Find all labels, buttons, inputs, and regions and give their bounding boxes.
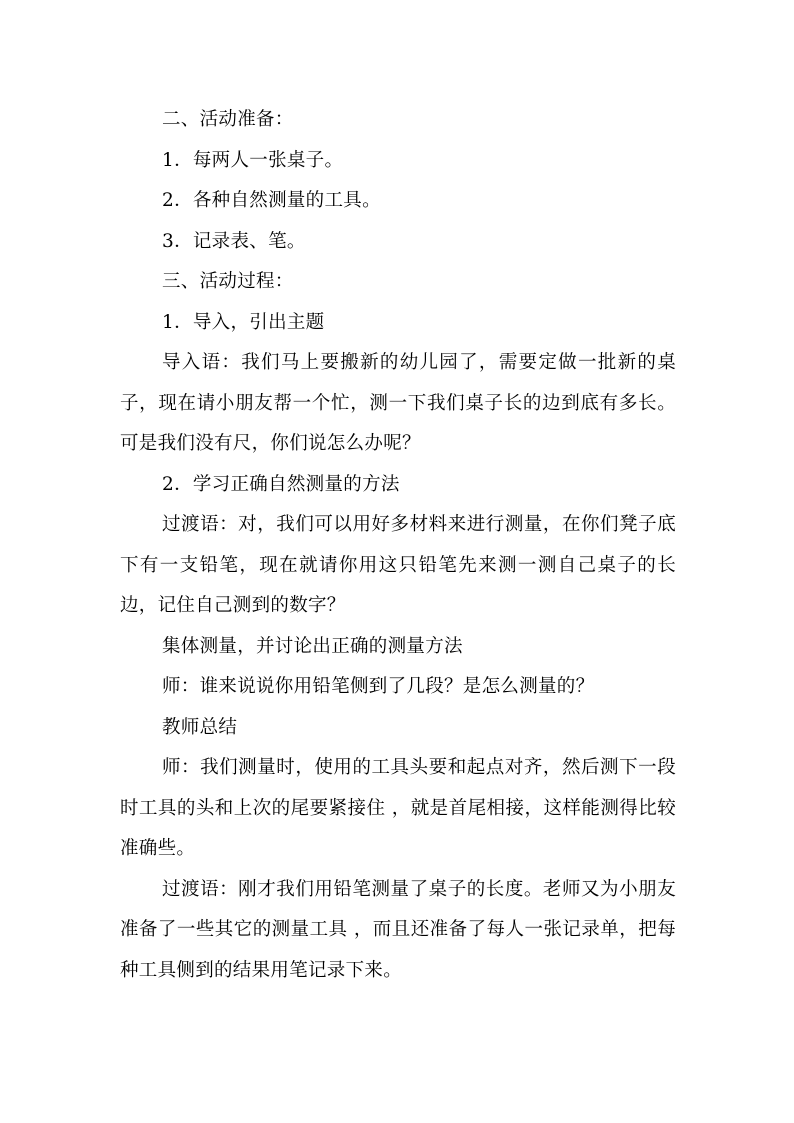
- list-item-record-sheet: 3．记录表、笔。: [162, 230, 306, 252]
- paragraph-transition-tools: 过渡语：刚才我们用铅笔测量了桌子的长度。老师又为小朋友准备了一些其它的测量工具 ，而且还准备了每人一张记录单，把每种工具侧到的结果用笔记录下来。: [120, 878, 676, 981]
- paragraph-transition-pencil: 过渡语：对，我们可以用好多材料来进行测量，在你们凳子底下有一支铅笔，现在就请你用这只铅笔先来测一测自己桌子的长边，记住自己测到的数字？: [120, 514, 676, 616]
- list-item-tools: 2．各种自然测量的工具。: [162, 190, 381, 211]
- step-learn-measurement: 2．学习正确自然测量的方法: [162, 473, 400, 495]
- paragraph-group-measure: 集体测量，并讨论出正确的测量方法: [162, 635, 463, 657]
- paragraph-teacher-question: 师：谁来说说你用铅笔侧到了几段？是怎么测量的？: [162, 676, 595, 697]
- heading-activity-process: 三、活动过程：: [162, 271, 294, 292]
- document-body: [120, 100, 676, 991]
- list-item-tables: 1．每两人一张桌子。: [162, 149, 344, 171]
- step-introduction: 1．导入，引出主题: [162, 311, 325, 333]
- paragraph-teacher-summary-label: 教师总结: [162, 716, 238, 738]
- paragraph-teacher-summary: 师：我们测量时，使用的工具头要和起点对齐，然后测下一段时工具的头和上次的尾要紧接住 ，就是首尾相接，这样能测得比较准确些。: [120, 757, 676, 859]
- heading-activity-preparation: 二、活动准备：: [162, 109, 294, 130]
- paragraph-intro-speech: 导入语：我们马上要搬新的幼儿园了，需要定做一批新的桌子，现在请小朋友帮一个忙，测一下我们桌子长的边到底有多长。可是我们没有尺，你们说怎么办呢？: [120, 352, 676, 454]
